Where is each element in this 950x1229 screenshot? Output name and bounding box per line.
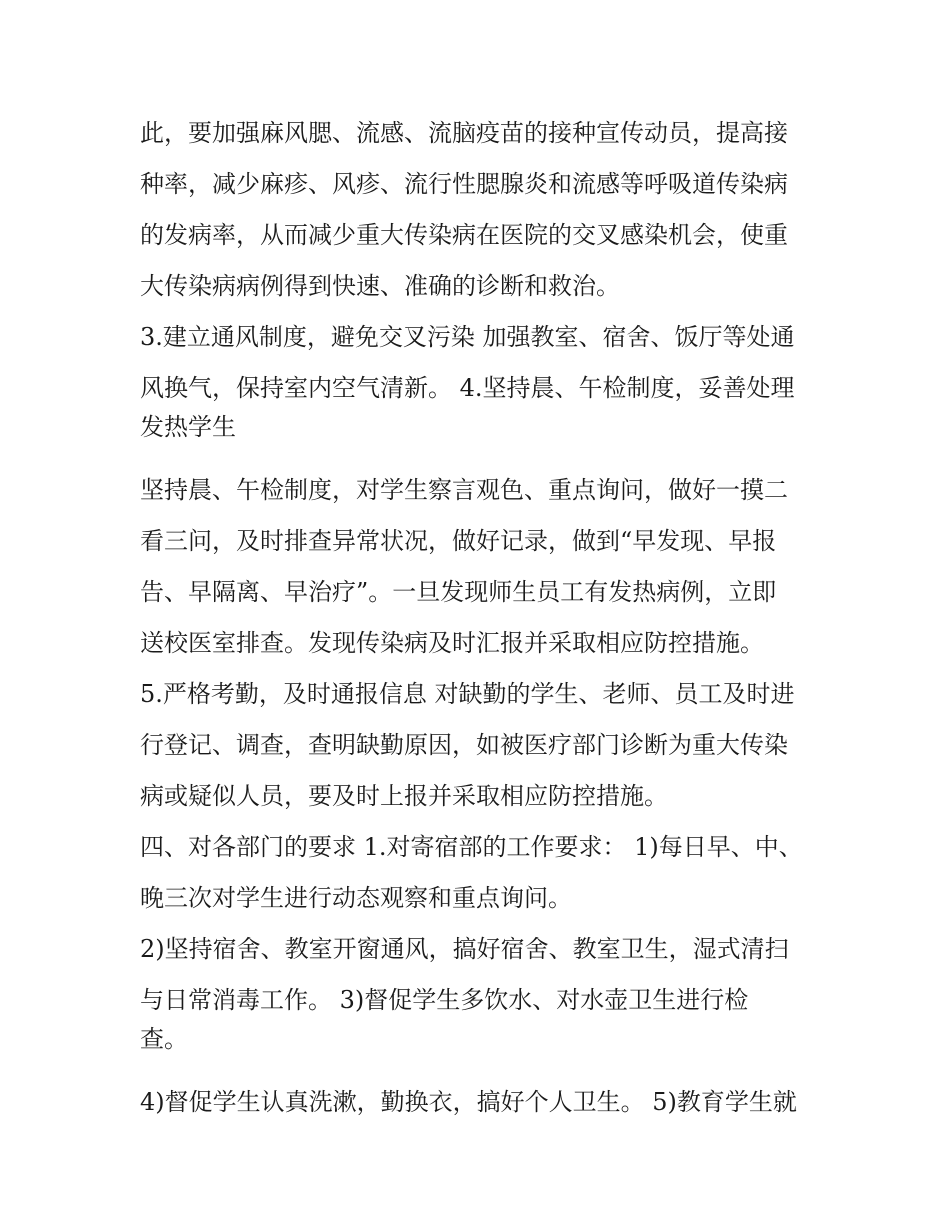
text-line: 4)督促学生认真洗漱，勤换衣，搞好个人卫生。 5)教育学生就 bbox=[140, 1088, 797, 1116]
text-line: 告、早隔离、早治疗”。一旦发现师生员工有发热病例，立即 bbox=[140, 578, 777, 606]
text-line: 晚三次对学生进行动态观察和重点询问。 bbox=[140, 884, 572, 912]
text-line: 发热学生 bbox=[140, 413, 236, 441]
text-line: 坚持晨、午检制度，对学生察言观色、重点询问，做好一摸二 bbox=[140, 476, 788, 504]
text-line: 种率，减少麻疹、风疹、流行性腮腺炎和流感等呼吸道传染病 bbox=[140, 170, 788, 198]
text-line: 此，要加强麻风腮、流感、流脑疫苗的接种宣传动员，提高接 bbox=[140, 119, 788, 147]
text-line: 与日常消毒工作。 3)督促学生多饮水、对水壶卫生进行检 bbox=[140, 986, 749, 1014]
text-line: 查。 bbox=[140, 1025, 188, 1053]
text-line: 送校医室排查。发现传染病及时汇报并采取相应防控措施。 bbox=[140, 629, 764, 657]
text-line: 病或疑似人员，要及时上报并采取相应防控措施。 bbox=[140, 782, 668, 810]
text-line: 风换气，保持室内空气清新。 4.坚持晨、午检制度，妥善处理 bbox=[140, 374, 795, 402]
text-line: 看三问，及时排查异常状况，做好记录，做到“早发现、早报 bbox=[140, 527, 777, 555]
text-line: 大传染病病例得到快速、准确的诊断和救治。 bbox=[140, 272, 620, 300]
text-line: 的发病率，从而减少重大传染病在医院的交叉感染机会，使重 bbox=[140, 221, 788, 249]
text-line: 5.严格考勤，及时通报信息 对缺勤的学生、老师、员工及时进 bbox=[140, 680, 795, 708]
text-line: 3.建立通风制度，避免交叉污染 加强教室、宿舍、饭厅等处通 bbox=[140, 323, 795, 351]
text-line: 行登记、调查，查明缺勤原因，如被医疗部门诊断为重大传染 bbox=[140, 731, 788, 759]
document-body bbox=[140, 108, 820, 1128]
text-line: 2)坚持宿舍、教室开窗通风，搞好宿舍、教室卫生，湿式清扫 bbox=[140, 935, 789, 963]
text-line: 四、对各部门的要求 1.对寄宿部的工作要求： 1)每日早、中、 bbox=[140, 833, 803, 861]
